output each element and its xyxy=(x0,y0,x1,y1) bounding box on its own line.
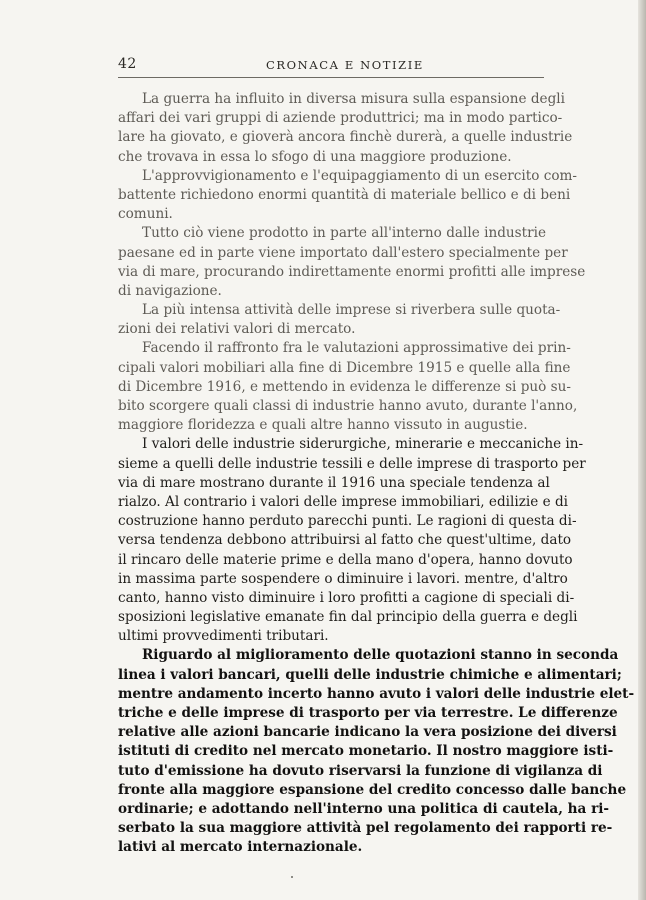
text-line: ultimi provvedimenti tributari. xyxy=(118,628,329,645)
text-line: affari dei vari gruppi di aziende produttrici; ma in modo partico- xyxy=(118,110,563,127)
text-line: versa tendenza debbono attribuirsi al fatto che quest'ultime, dato xyxy=(118,532,572,549)
text-line: via di mare mostrano durante il 1916 una speciale tendenza al xyxy=(118,474,550,491)
text-line: via di mare, procurando indirettamente enormi profitti alle imprese xyxy=(118,263,586,280)
text-line: relative alle azioni bancarie indicano la vera posizione dei diversi xyxy=(118,724,617,741)
text-line: triche e delle imprese di trasporto per via terrestre. Le differenze xyxy=(118,705,618,721)
running-title: CRONACA E NOTIZIE xyxy=(266,58,424,72)
text-line: fronte alla maggiore espansione del credito concesso dalle banche xyxy=(118,781,627,798)
page-header xyxy=(118,56,544,76)
text-line: serbato la sua maggiore attività pel regolamento dei rapporti re- xyxy=(118,820,613,837)
text-line: ordinarie; e adottando nell'interno una politica di cautela, ha ri- xyxy=(118,800,610,817)
text-line: battente richiedono enormi quantità di materiale bellico e di beni xyxy=(118,186,571,203)
text-line: paesane ed in parte viene importato dall'estero specialmente per xyxy=(118,244,568,261)
text-line: maggiore floridezza e quali altre hanno vissuto in augustie. xyxy=(118,417,528,434)
text-line: mentre andamento incerto hanno avuto i valori delle industrie elet- xyxy=(118,685,635,702)
text-line: il rincaro delle materie prime e della mano d'opera, hanno dovuto xyxy=(118,551,573,568)
text-line: che trovava in essa lo sfogo di una maggiore produzione. xyxy=(118,148,512,165)
text-line: lare ha giovato, e gioverà ancora finchè durerà, a quelle industrie xyxy=(118,129,573,146)
text-line: lativi al mercato internazionale. xyxy=(118,839,363,856)
text-line: in massima parte sospendere o diminuire i lavori. mentre, d'altro xyxy=(118,570,568,587)
text-line: linea i valori bancari, quelli delle industrie chimiche e alimentari; xyxy=(118,666,622,683)
print-speck xyxy=(291,876,293,878)
text-line: sposizioni legislative emanate fin dal principio della guerra e degli xyxy=(118,609,578,626)
text-line: di Dicembre 1916, e mettendo in evidenza le differenze si può su- xyxy=(118,378,572,395)
page-edge-shadow xyxy=(638,0,646,900)
text-line: Riguardo al miglioramento delle quotazioni stanno in seconda xyxy=(142,647,619,664)
text-line: cipali valori mobiliari alla fine di Dicembre 1915 e quelle alla fine xyxy=(118,359,571,376)
text-line: L'approvvigionamento e l'equipaggiamento di un esercito com- xyxy=(142,167,578,184)
text-line: canto, hanno visto diminuire i loro profitti a cagione di speciali di- xyxy=(118,589,575,606)
text-line: tuto d'emissione ha dovuto riservarsi la funzione di vigilanza di xyxy=(118,762,603,779)
text-line: rialzo. Al contrario i valori delle imprese immobiliari, edilizie e di xyxy=(118,493,569,510)
page-number: 42 xyxy=(118,56,137,72)
text-line: La più intensa attività delle imprese si riverbera sulle quota- xyxy=(142,302,561,319)
text-line: zioni dei relativi valori di mercato. xyxy=(118,321,356,338)
text-line: I valori delle industrie siderurgiche, minerarie e meccaniche in- xyxy=(142,436,584,453)
text-line: di navigazione. xyxy=(118,282,222,299)
text-line: comuni. xyxy=(118,206,173,223)
text-line: La guerra ha influito in diversa misura sulla espansione degli xyxy=(142,91,565,107)
text-line: Tutto ciò viene prodotto in parte all'interno dalle industrie xyxy=(142,225,546,242)
text-line: costruzione hanno perduto parecchi punti. Le ragioni di questa di- xyxy=(118,513,577,530)
text-line: istituti di credito nel mercato monetario. Il nostro maggiore isti- xyxy=(118,743,614,760)
text-line: sieme a quelli delle industrie tessili e delle imprese di trasporto per xyxy=(118,455,586,472)
text-line: bito scorgere quali classi di industrie hanno avuto, durante l'anno, xyxy=(118,398,578,414)
text-line: Facendo il raffronto fra le valutazioni approssimative dei prin- xyxy=(142,340,571,357)
body-text xyxy=(118,90,635,858)
header-rule xyxy=(118,77,544,78)
